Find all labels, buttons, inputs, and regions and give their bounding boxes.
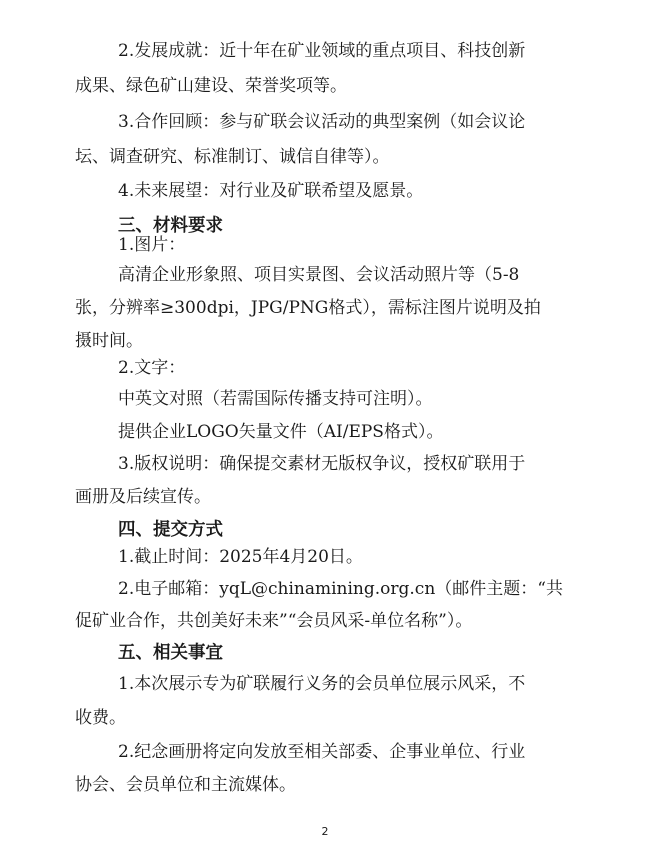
paragraph-line: 协会、会员单位和主流媒体。 <box>75 775 296 795</box>
paragraph-line: 提供企业LOGO矢量文件（AI/EPS格式）。 <box>118 422 444 442</box>
paragraph-line: 坛、调查研究、标准制订、诚信自律等）。 <box>75 147 390 167</box>
paragraph-line: 2.文字： <box>118 358 186 378</box>
paragraph-line: 2.电子邮箱：yqL@chinamining.org.cn（邮件主题：“共 <box>118 579 563 599</box>
paragraph-line: 中英文对照（若需国际传播支持可注明）。 <box>118 389 433 409</box>
paragraph-line: 促矿业合作，共创美好未来”“会员风采-单位名称”）。 <box>75 611 473 631</box>
section-heading: 四、提交方式 <box>118 520 223 540</box>
paragraph-line: 高清企业形象照、项目实景图、会议活动照片等（5-8 <box>118 265 520 285</box>
paragraph-line: 3.版权说明：确保提交素材无版权争议，授权矿联用于 <box>118 454 526 474</box>
section-heading: 五、相关事宜 <box>118 643 223 663</box>
paragraph-line: 画册及后续宣传。 <box>75 487 211 507</box>
paragraph-line: 3.合作回顾：参与矿联会议活动的典型案例（如会议论 <box>118 112 526 132</box>
paragraph-line: 1.图片： <box>118 235 186 255</box>
paragraph-line: 摄时间。 <box>75 331 143 351</box>
paragraph-line: 2.发展成就：近十年在矿业领域的重点项目、科技创新 <box>118 41 526 61</box>
paragraph-line: 收费。 <box>75 708 126 728</box>
paragraph-line: 张，分辨率≥300dpi，JPG/PNG格式），需标注图片说明及拍 <box>75 298 541 318</box>
paragraph-line: 2.纪念画册将定向发放至相关部委、企事业单位、行业 <box>118 742 526 762</box>
section-heading: 三、材料要求 <box>118 216 223 236</box>
paragraph-line: 1.截止时间：2025年4月20日。 <box>118 547 363 567</box>
paragraph-line: 1.本次展示专为矿联履行义务的会员单位展示风采，不 <box>118 674 526 694</box>
paragraph-line: 4.未来展望：对行业及矿联希望及愿景。 <box>118 181 424 201</box>
paragraph-line: 成果、绿色矿山建设、荣誉奖项等。 <box>75 76 347 96</box>
page-number: 2 <box>321 825 329 838</box>
